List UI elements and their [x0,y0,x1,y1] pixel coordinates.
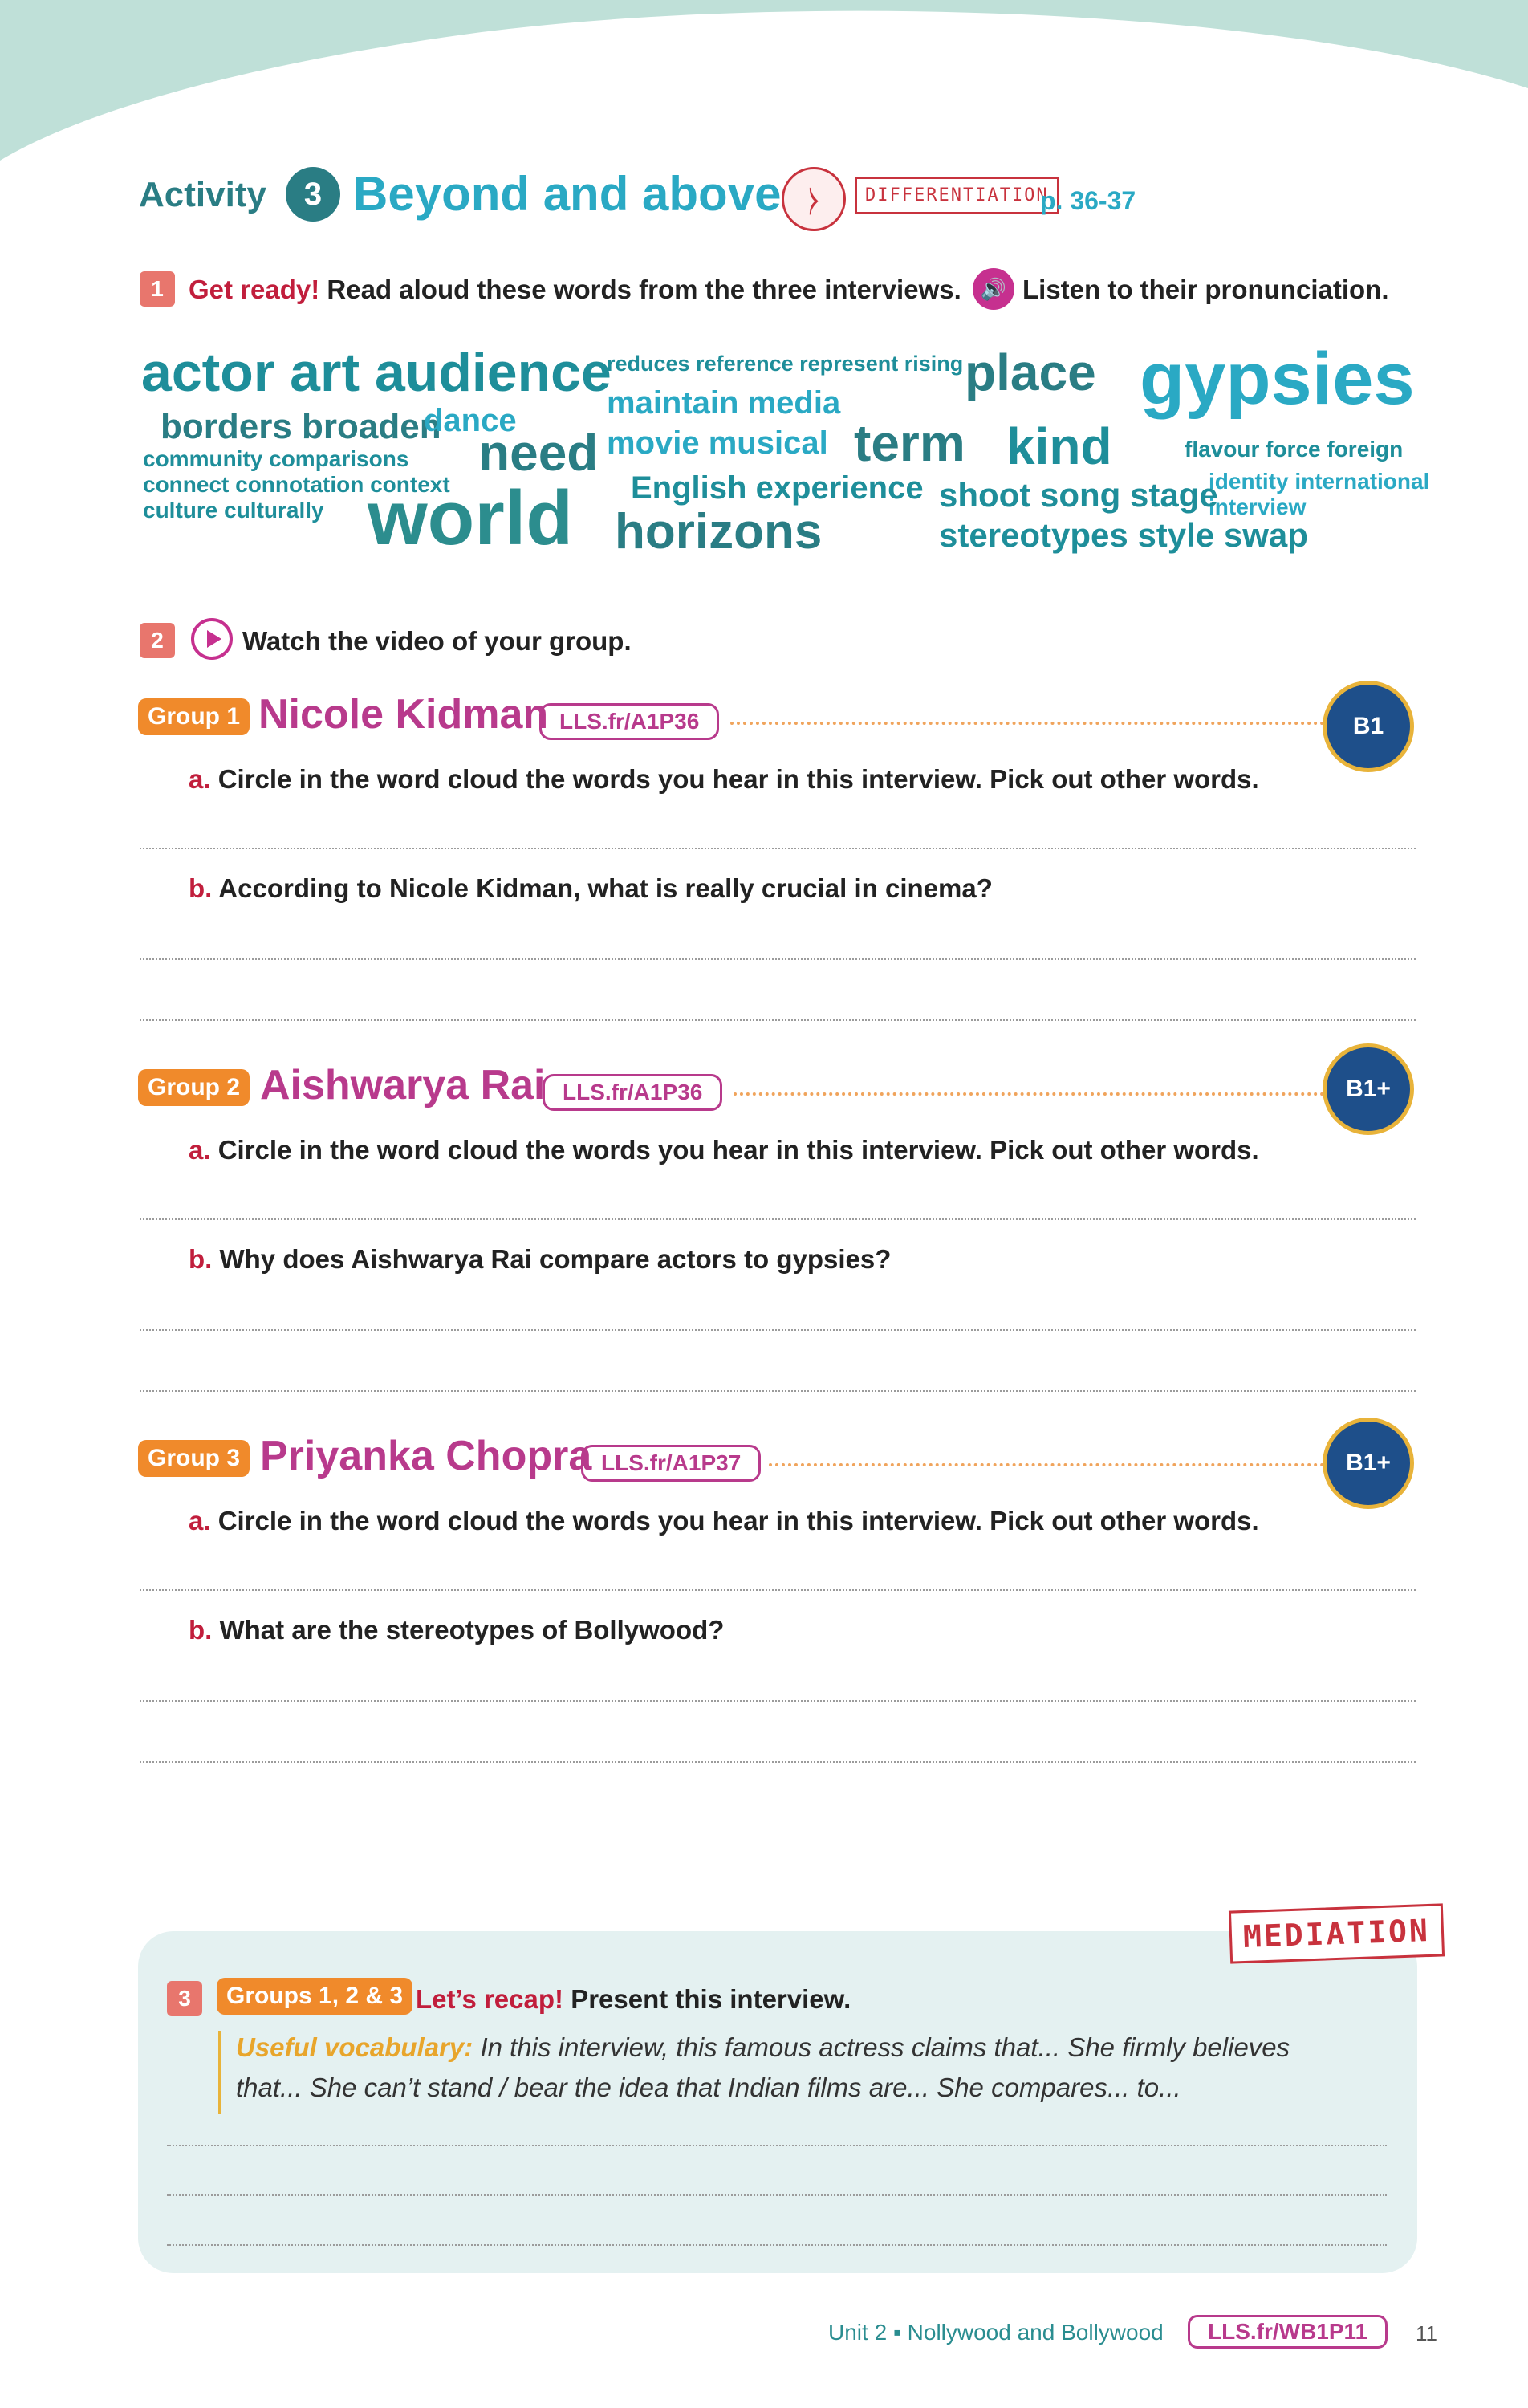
word-cloud-item[interactable]: kind [1006,417,1112,475]
step3-instruction [416,1984,851,2015]
answer-line[interactable] [140,1390,1416,1392]
group-name: Aishwarya Rai [260,1062,546,1108]
question-a [189,764,1259,795]
word-cloud-item[interactable]: culture culturally [143,498,324,523]
word-cloud-item[interactable]: stereotypes style swap [939,516,1308,554]
question-letter: a. [189,1135,211,1165]
dotted-separator [730,722,1324,725]
cefr-level-badge: B1+ [1323,1043,1414,1135]
question-text: Circle in the word cloud the words you hear in this interview. Pick out other words. [217,1506,1259,1536]
word-cloud-item[interactable]: need [478,424,599,482]
word-cloud-item[interactable]: movie musical [607,425,828,461]
question-letter: a. [189,1506,211,1536]
dotted-separator [769,1463,1324,1466]
step1-lead: Get ready! [189,275,320,304]
question-b [189,1244,891,1275]
step-number: 1 [140,271,175,307]
group-badge: Group 2 [138,1069,250,1106]
header-wave [0,0,1528,193]
question-letter: a. [189,764,211,794]
answer-line[interactable] [167,2194,1387,2196]
play-icon[interactable] [191,618,233,660]
page-number: 11 [1416,2321,1437,2345]
video-link[interactable]: LLS.fr/A1P36 [543,1074,722,1111]
answer-line[interactable] [140,958,1416,960]
answer-line[interactable] [140,1589,1416,1591]
page-reference[interactable]: p. 36-37 [1040,186,1136,215]
question-b [189,1615,724,1645]
activity-label: Activity [139,175,266,214]
question-text: Why does Aishwarya Rai compare actors to gypsies? [219,1244,892,1274]
video-link[interactable]: LLS.fr/A1P36 [539,703,719,740]
word-cloud-item[interactable]: place [965,344,1096,401]
answer-line[interactable] [167,2244,1387,2246]
groups-badge: Groups 1, 2 & 3 [217,1978,412,2015]
question-text: Circle in the word cloud the words you hear in this interview. Pick out other words. [217,1135,1259,1165]
word-cloud-item[interactable]: connect connotation context [143,472,450,497]
answer-line[interactable] [140,1700,1416,1702]
word-cloud-item[interactable]: term [854,414,965,472]
answer-line[interactable] [140,1329,1416,1331]
question-a [189,1135,1259,1165]
answer-line[interactable] [140,1218,1416,1220]
cefr-level-badge: B1 [1323,681,1414,772]
word-cloud-item[interactable]: gypsies [1140,338,1415,420]
group-name: Priyanka Chopra [260,1433,592,1479]
word-cloud-item[interactable]: actor art audience [141,342,612,403]
word-cloud-item[interactable]: reduces reference represent rising [607,352,964,376]
step1-instruction [189,275,961,305]
step3-text: Present this interview. [571,1984,851,2014]
word-cloud-item[interactable]: maintain media [607,385,841,421]
vocab-line: that... She can’t stand / bear the idea that Indian films are... She compares... to... [236,2072,1181,2102]
activity-title: Beyond and above [353,167,782,221]
question-text: What are the stereotypes of Bollywood? [219,1615,725,1645]
footer-unit: Unit 2 [828,2320,888,2345]
question-letter: b. [189,1615,213,1645]
word-cloud-item[interactable]: flavour force foreign [1185,437,1404,462]
answer-line[interactable] [140,848,1416,849]
word-cloud-item[interactable]: dance [424,403,517,438]
question-letter: b. [189,1244,213,1274]
differentiation-badge: DIFFERENTIATION [855,177,1059,214]
footer-separator: ▪ [892,2320,901,2345]
step-number: 3 [167,1981,202,2016]
step1-audio-text: Listen to their pronunciation. [1022,275,1389,304]
speaker-icon[interactable]: 🔊 [973,268,1014,310]
video-link[interactable]: LLS.fr/A1P37 [581,1445,761,1482]
vocab-label: Useful vocabulary: [236,2032,473,2062]
word-cloud-item[interactable]: world [368,475,573,561]
word-cloud-item[interactable]: interview [1209,494,1307,519]
ear-icon[interactable]: ⧽ [782,167,846,231]
group-name: Nicole Kidman [258,691,549,738]
mediation-badge: MEDIATION [1229,1903,1445,1963]
vocab-line: In this interview, this famous actress claims that... She firmly believes [480,2032,1290,2062]
word-cloud-item[interactable]: community comparisons [143,446,409,471]
question-b [189,873,993,904]
footer-chapter: Nollywood and Bollywood [907,2320,1164,2345]
word-cloud-item[interactable]: horizons [615,504,823,559]
step3-lead: Let’s recap! [416,1984,564,2014]
activity-number: 3 [286,167,340,222]
vocab-bar [218,2031,221,2114]
dotted-separator [734,1092,1324,1096]
question-text: Circle in the word cloud the words you hear in this interview. Pick out other words. [217,764,1259,794]
footer-link[interactable]: LLS.fr/WB1P11 [1188,2315,1388,2349]
answer-line[interactable] [140,1761,1416,1763]
word-cloud-item[interactable]: identity international [1209,469,1430,494]
step2-instruction: Watch the video of your group. [242,626,632,656]
group-badge: Group 3 [138,1440,250,1477]
word-cloud-item[interactable]: English experience [631,470,924,506]
step-number: 2 [140,623,175,658]
question-a [189,1506,1259,1536]
step1-text: Read aloud these words from the three interviews. [327,275,961,304]
cefr-level-badge: B1+ [1323,1418,1414,1509]
word-cloud-item[interactable]: borders broaden [161,407,441,446]
answer-line[interactable] [140,1019,1416,1021]
word-cloud-item[interactable]: shoot song stage [939,476,1218,514]
answer-line[interactable] [167,2145,1387,2146]
group-badge: Group 1 [138,698,250,735]
question-letter: b. [189,873,213,903]
useful-vocabulary [236,2028,1392,2108]
question-text: According to Nicole Kidman, what is really crucial in cinema? [218,873,993,903]
footer-breadcrumb [828,2320,1164,2345]
